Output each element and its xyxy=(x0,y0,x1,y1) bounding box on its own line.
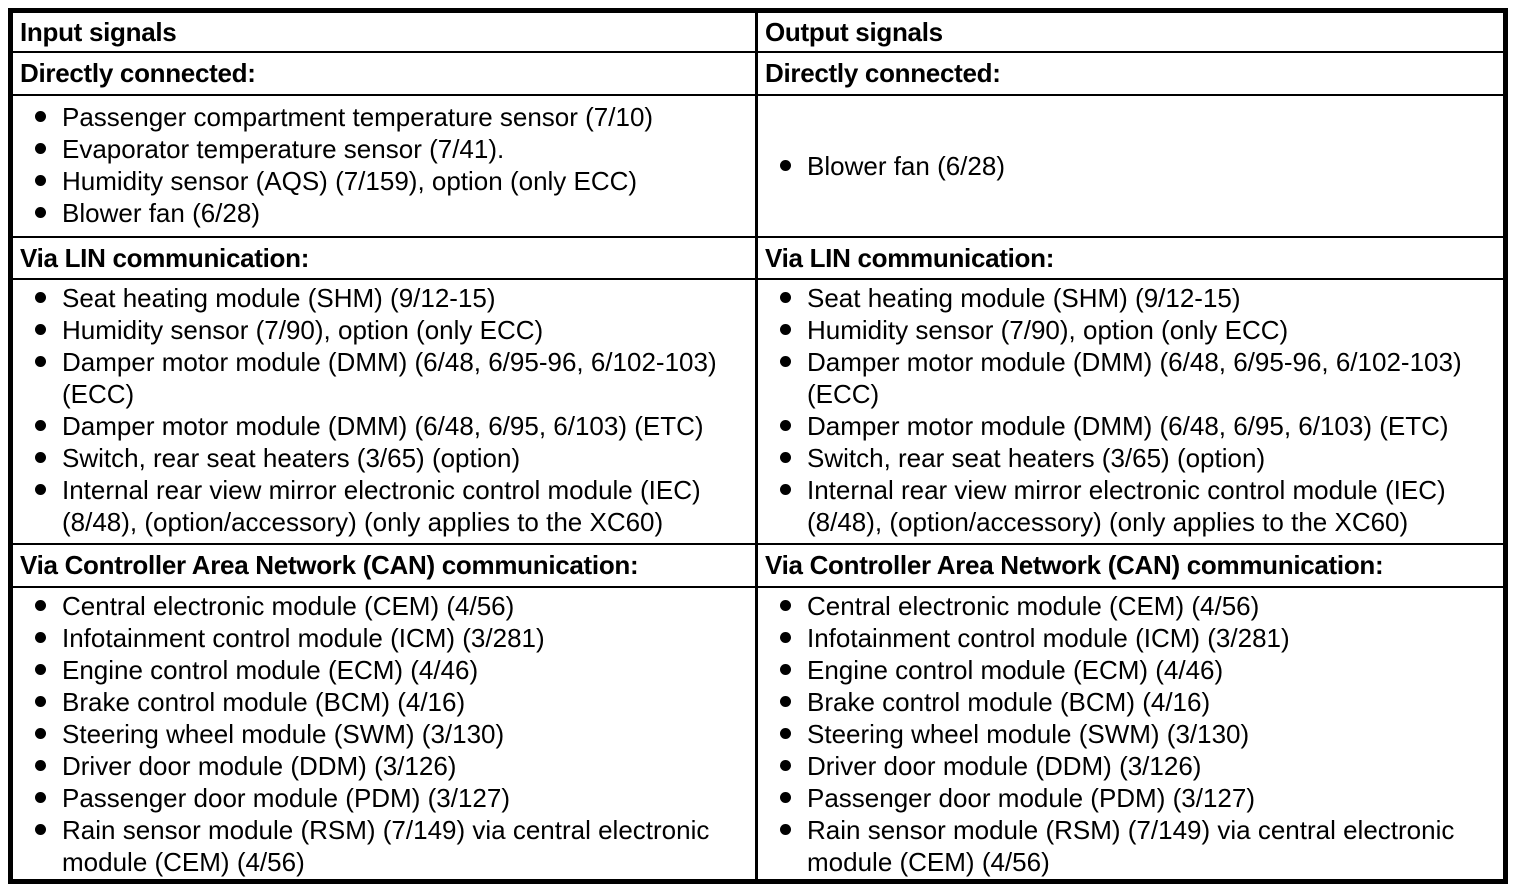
list-item-text: Evaporator temperature sensor (7/41). xyxy=(62,134,505,164)
list-item xyxy=(35,165,749,197)
bullet-icon xyxy=(780,654,807,686)
list-item xyxy=(35,314,749,346)
bullet-icon xyxy=(780,410,807,442)
list-item-text: Seat heating module (SHM) (9/12-15) xyxy=(807,283,1241,313)
list-item xyxy=(35,622,749,654)
list-item xyxy=(35,133,749,165)
list-item xyxy=(780,622,1497,654)
list-item xyxy=(35,782,749,814)
input-can-list xyxy=(35,590,749,878)
bullet-icon xyxy=(35,101,62,133)
list-item xyxy=(780,410,1497,442)
list-item-text: Damper motor module (DMM) (6/48, 6/95-96, 6/102-103) (ECC) xyxy=(807,347,1462,409)
bullet-icon xyxy=(780,346,807,410)
list-item xyxy=(35,474,749,538)
bullet-icon xyxy=(35,782,62,814)
list-item-text: Passenger door module (PDM) (3/127) xyxy=(62,783,510,813)
output-lin-title: Via LIN communication: xyxy=(758,238,1503,280)
bullet-icon xyxy=(35,133,62,165)
list-item-text: Internal rear view mirror electronic control module (IEC) (8/48), (option/accessory) (only applies to the XC60) xyxy=(62,475,701,537)
list-item xyxy=(780,814,1497,878)
input-lin-items-cell xyxy=(13,280,758,545)
list-item xyxy=(35,282,749,314)
bullet-icon xyxy=(780,150,807,182)
list-item xyxy=(780,590,1497,622)
list-item xyxy=(35,654,749,686)
bullet-icon xyxy=(35,718,62,750)
input-can-title: Via Controller Area Network (CAN) communication: xyxy=(13,545,758,588)
output-lin-items-cell xyxy=(758,280,1503,545)
list-item-text: Engine control module (ECM) (4/46) xyxy=(807,655,1224,685)
list-item-text: Driver door module (DDM) (3/126) xyxy=(62,751,457,781)
output-can-items-cell xyxy=(758,588,1503,879)
bullet-icon xyxy=(780,590,807,622)
list-item-text: Rain sensor module (RSM) (7/149) via central electronic module (CEM) (4/56) xyxy=(62,815,710,877)
output-can-title: Via Controller Area Network (CAN) communication: xyxy=(758,545,1503,588)
list-item xyxy=(35,686,749,718)
bullet-icon xyxy=(35,814,62,878)
list-item xyxy=(780,282,1497,314)
list-item-text: Damper motor module (DMM) (6/48, 6/95-96, 6/102-103) (ECC) xyxy=(62,347,717,409)
list-item-text: Damper motor module (DMM) (6/48, 6/95, 6/103) (ETC) xyxy=(807,411,1449,441)
input-can-items-cell xyxy=(13,588,758,879)
bullet-icon xyxy=(780,718,807,750)
list-item-text: Engine control module (ECM) (4/46) xyxy=(62,655,479,685)
list-item xyxy=(35,750,749,782)
bullet-icon xyxy=(35,686,62,718)
list-item-text: Driver door module (DDM) (3/126) xyxy=(807,751,1202,781)
list-item xyxy=(35,590,749,622)
bullet-icon xyxy=(35,474,62,538)
bullet-icon xyxy=(780,314,807,346)
list-item-text: Passenger door module (PDM) (3/127) xyxy=(807,783,1255,813)
bullet-icon xyxy=(35,750,62,782)
input-lin-list xyxy=(35,282,749,538)
list-item-text: Steering wheel module (SWM) (3/130) xyxy=(62,719,505,749)
bullet-icon xyxy=(780,814,807,878)
bullet-icon xyxy=(780,622,807,654)
list-item xyxy=(780,654,1497,686)
bullet-icon xyxy=(35,442,62,474)
list-item xyxy=(780,314,1497,346)
bullet-icon xyxy=(780,686,807,718)
bullet-icon xyxy=(35,197,62,229)
list-item-text: Humidity sensor (AQS) (7/159), option (only ECC) xyxy=(62,166,638,196)
output-directly-connected-list xyxy=(780,150,1497,182)
list-item xyxy=(780,750,1497,782)
list-item xyxy=(35,814,749,878)
bullet-icon xyxy=(780,474,807,538)
list-item xyxy=(780,686,1497,718)
bullet-icon xyxy=(35,590,62,622)
list-item-text: Central electronic module (CEM) (4/56) xyxy=(807,591,1260,621)
list-item xyxy=(35,346,749,410)
bullet-icon xyxy=(35,282,62,314)
list-item-text: Central electronic module (CEM) (4/56) xyxy=(62,591,515,621)
list-item-text: Switch, rear seat heaters (3/65) (option) xyxy=(807,443,1266,473)
list-item-text: Passenger compartment temperature sensor (7/10) xyxy=(62,102,654,132)
list-item-text: Brake control module (BCM) (4/16) xyxy=(807,687,1211,717)
input-lin-title: Via LIN communication: xyxy=(13,238,758,280)
list-item-text: Infotainment control module (ICM) (3/281) xyxy=(62,623,545,653)
list-item-text: Damper motor module (DMM) (6/48, 6/95, 6/103) (ETC) xyxy=(62,411,704,441)
output-directly-connected-title: Directly connected: xyxy=(758,53,1503,96)
list-item xyxy=(780,718,1497,750)
output-signals-header: Output signals xyxy=(758,13,1503,53)
input-directly-connected-list xyxy=(35,101,749,229)
list-item xyxy=(35,101,749,133)
input-directly-connected-title: Directly connected: xyxy=(13,53,758,96)
list-item-text: Blower fan (6/28) xyxy=(807,151,1005,181)
list-item xyxy=(35,442,749,474)
list-item xyxy=(35,197,749,229)
list-item xyxy=(780,346,1497,410)
signals-table xyxy=(8,8,1508,884)
bullet-icon xyxy=(35,654,62,686)
output-directly-connected-items-cell xyxy=(758,96,1503,238)
bullet-icon xyxy=(780,782,807,814)
input-signals-header: Input signals xyxy=(13,13,758,53)
bullet-icon xyxy=(35,314,62,346)
list-item xyxy=(780,150,1497,182)
list-item xyxy=(780,782,1497,814)
list-item xyxy=(780,474,1497,538)
bullet-icon xyxy=(780,442,807,474)
list-item-text: Seat heating module (SHM) (9/12-15) xyxy=(62,283,496,313)
bullet-icon xyxy=(35,346,62,410)
list-item-text: Humidity sensor (7/90), option (only ECC) xyxy=(62,315,544,345)
output-lin-list xyxy=(780,282,1497,538)
list-item-text: Infotainment control module (ICM) (3/281) xyxy=(807,623,1290,653)
bullet-icon xyxy=(35,410,62,442)
list-item-text: Switch, rear seat heaters (3/65) (option) xyxy=(62,443,521,473)
output-can-list xyxy=(780,590,1497,878)
list-item-text: Brake control module (BCM) (4/16) xyxy=(62,687,466,717)
input-directly-connected-items-cell xyxy=(13,96,758,238)
bullet-icon xyxy=(35,622,62,654)
list-item xyxy=(35,410,749,442)
list-item-text: Humidity sensor (7/90), option (only ECC) xyxy=(807,315,1289,345)
list-item-text: Steering wheel module (SWM) (3/130) xyxy=(807,719,1250,749)
bullet-icon xyxy=(780,282,807,314)
list-item xyxy=(35,718,749,750)
list-item-text: Blower fan (6/28) xyxy=(62,198,260,228)
list-item xyxy=(780,442,1497,474)
list-item-text: Internal rear view mirror electronic control module (IEC) (8/48), (option/accessory) (only applies to the XC60) xyxy=(807,475,1446,537)
bullet-icon xyxy=(780,750,807,782)
list-item-text: Rain sensor module (RSM) (7/149) via central electronic module (CEM) (4/56) xyxy=(807,815,1455,877)
bullet-icon xyxy=(35,165,62,197)
